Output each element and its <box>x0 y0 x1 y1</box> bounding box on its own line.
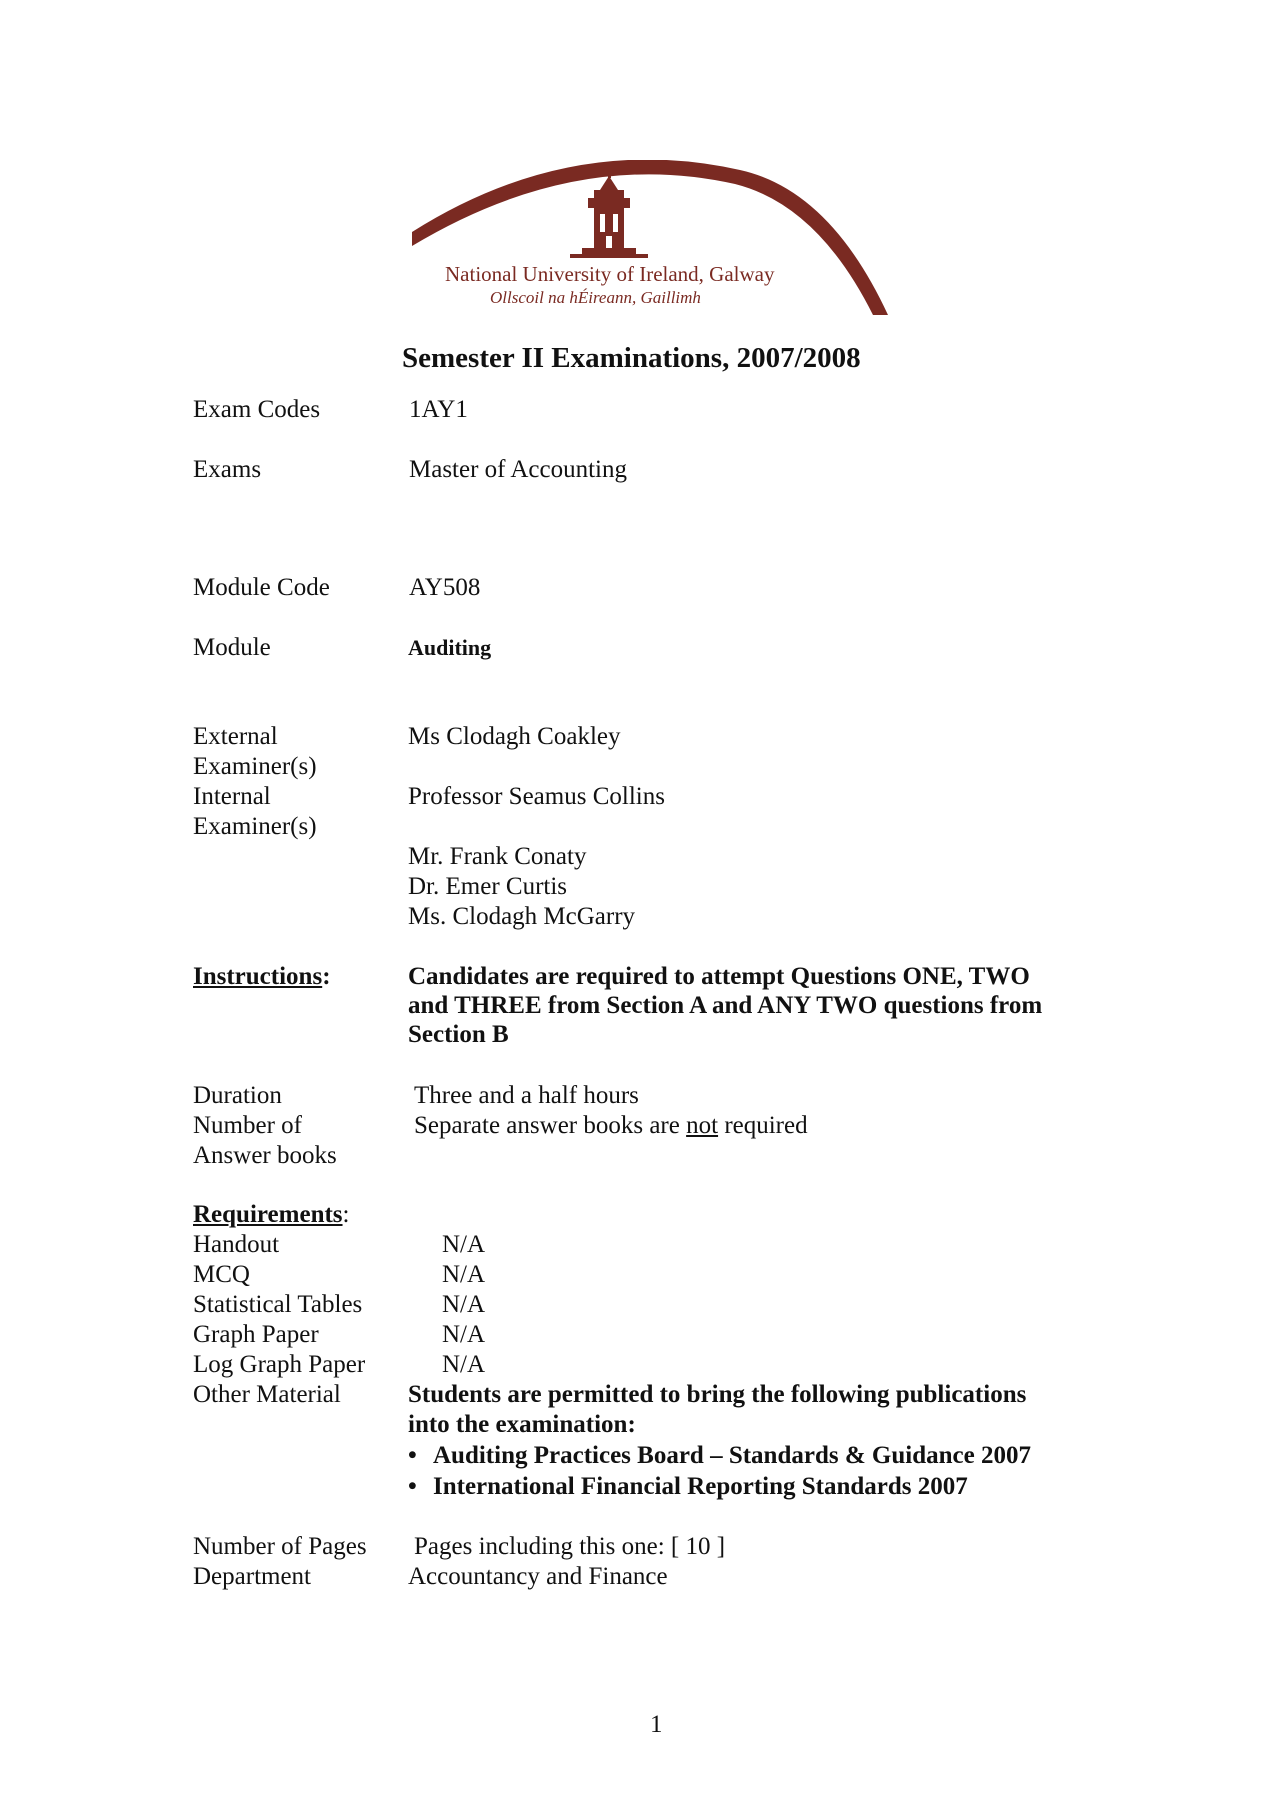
module-value: Auditing <box>408 635 492 660</box>
other-material-label: Other Material <box>193 1381 341 1408</box>
instructions-line: Section B <box>408 1021 509 1048</box>
requirement-label: Statistical Tables <box>193 1291 363 1318</box>
requirement-value: N/A <box>442 1291 486 1318</box>
external-examiner-name: Ms Clodagh Coakley <box>408 723 621 750</box>
other-material-line: Students are permitted to bring the following publications <box>408 1381 1027 1408</box>
instructions-label-text: Instructions <box>193 963 323 990</box>
pages-label: Number of Pages <box>193 1533 367 1560</box>
logo-name-ga: Ollscoil na hÉireann, Gaillimh <box>490 288 701 307</box>
internal-examiner-name: Professor Seamus Collins <box>408 783 665 810</box>
department-value: Accountancy and Finance <box>408 1563 668 1590</box>
answer-books-value <box>414 1111 808 1141</box>
internal-examiner-name: Dr. Emer Curtis <box>408 873 568 900</box>
answer-books-label-1: Number of <box>193 1112 302 1139</box>
requirement-label: MCQ <box>193 1261 250 1288</box>
exams-label: Exams <box>193 456 262 483</box>
internal-examiners-label-2: Examiner(s) <box>193 813 317 840</box>
publication-item: Auditing Practices Board – Standards & Guidance 2007 <box>433 1442 1031 1469</box>
exam-codes-value: 1AY1 <box>409 396 468 423</box>
requirement-value: N/A <box>442 1231 486 1258</box>
exam-codes-label: Exam Codes <box>193 396 321 423</box>
instructions-line: Candidates are required to attempt Questions ONE, TWO <box>408 963 1030 990</box>
instructions-line: and THREE from Section A and ANY TWO questions from <box>408 992 1043 1019</box>
requirement-value: N/A <box>442 1261 486 1288</box>
answer-books-label-2: Answer books <box>193 1142 337 1169</box>
internal-examiner-name: Ms. Clodagh McGarry <box>408 903 636 930</box>
external-examiners-label-2: Examiner(s) <box>193 753 317 780</box>
module-code-value: AY508 <box>409 574 481 601</box>
requirement-value: N/A <box>442 1321 486 1348</box>
answer-books-value-not: not <box>686 1112 719 1139</box>
university-logo <box>410 160 900 315</box>
requirements-label-text: Requirements <box>193 1201 343 1228</box>
bullet-dot-icon: • <box>408 1442 417 1469</box>
requirement-label: Log Graph Paper <box>193 1351 366 1378</box>
requirement-label: Graph Paper <box>193 1321 319 1348</box>
requirement-value: N/A <box>442 1351 486 1378</box>
instructions-label <box>193 962 331 992</box>
bullet-dot-icon: • <box>408 1473 417 1500</box>
requirements-label-colon: : <box>342 1201 350 1228</box>
external-examiners-label-1: External <box>193 723 278 750</box>
duration-value: Three and a half hours <box>414 1082 639 1109</box>
exams-value: Master of Accounting <box>409 456 628 483</box>
page-number: 1 <box>650 1711 663 1738</box>
page-title: Semester II Examinations, 2007/2008 <box>402 342 861 374</box>
module-label: Module <box>193 634 271 661</box>
logo-name-en: National University of Ireland, Galway <box>445 262 775 286</box>
requirement-label: Handout <box>193 1231 280 1258</box>
module-code-label: Module Code <box>193 574 330 601</box>
other-material-line: into the examination: <box>408 1411 636 1438</box>
answer-books-value-before: Separate answer books are <box>414 1112 687 1139</box>
duration-label: Duration <box>193 1082 282 1109</box>
requirements-label <box>193 1200 349 1230</box>
answer-books-value-after: required <box>718 1112 808 1139</box>
internal-examiners-label-1: Internal <box>193 783 271 810</box>
pages-value: Pages including this one: [ 10 ] <box>414 1533 726 1560</box>
publication-item: International Financial Reporting Standards 2007 <box>433 1473 968 1500</box>
internal-examiner-name: Mr. Frank Conaty <box>408 843 587 870</box>
instructions-label-colon: : <box>322 963 331 990</box>
department-label: Department <box>193 1563 312 1590</box>
